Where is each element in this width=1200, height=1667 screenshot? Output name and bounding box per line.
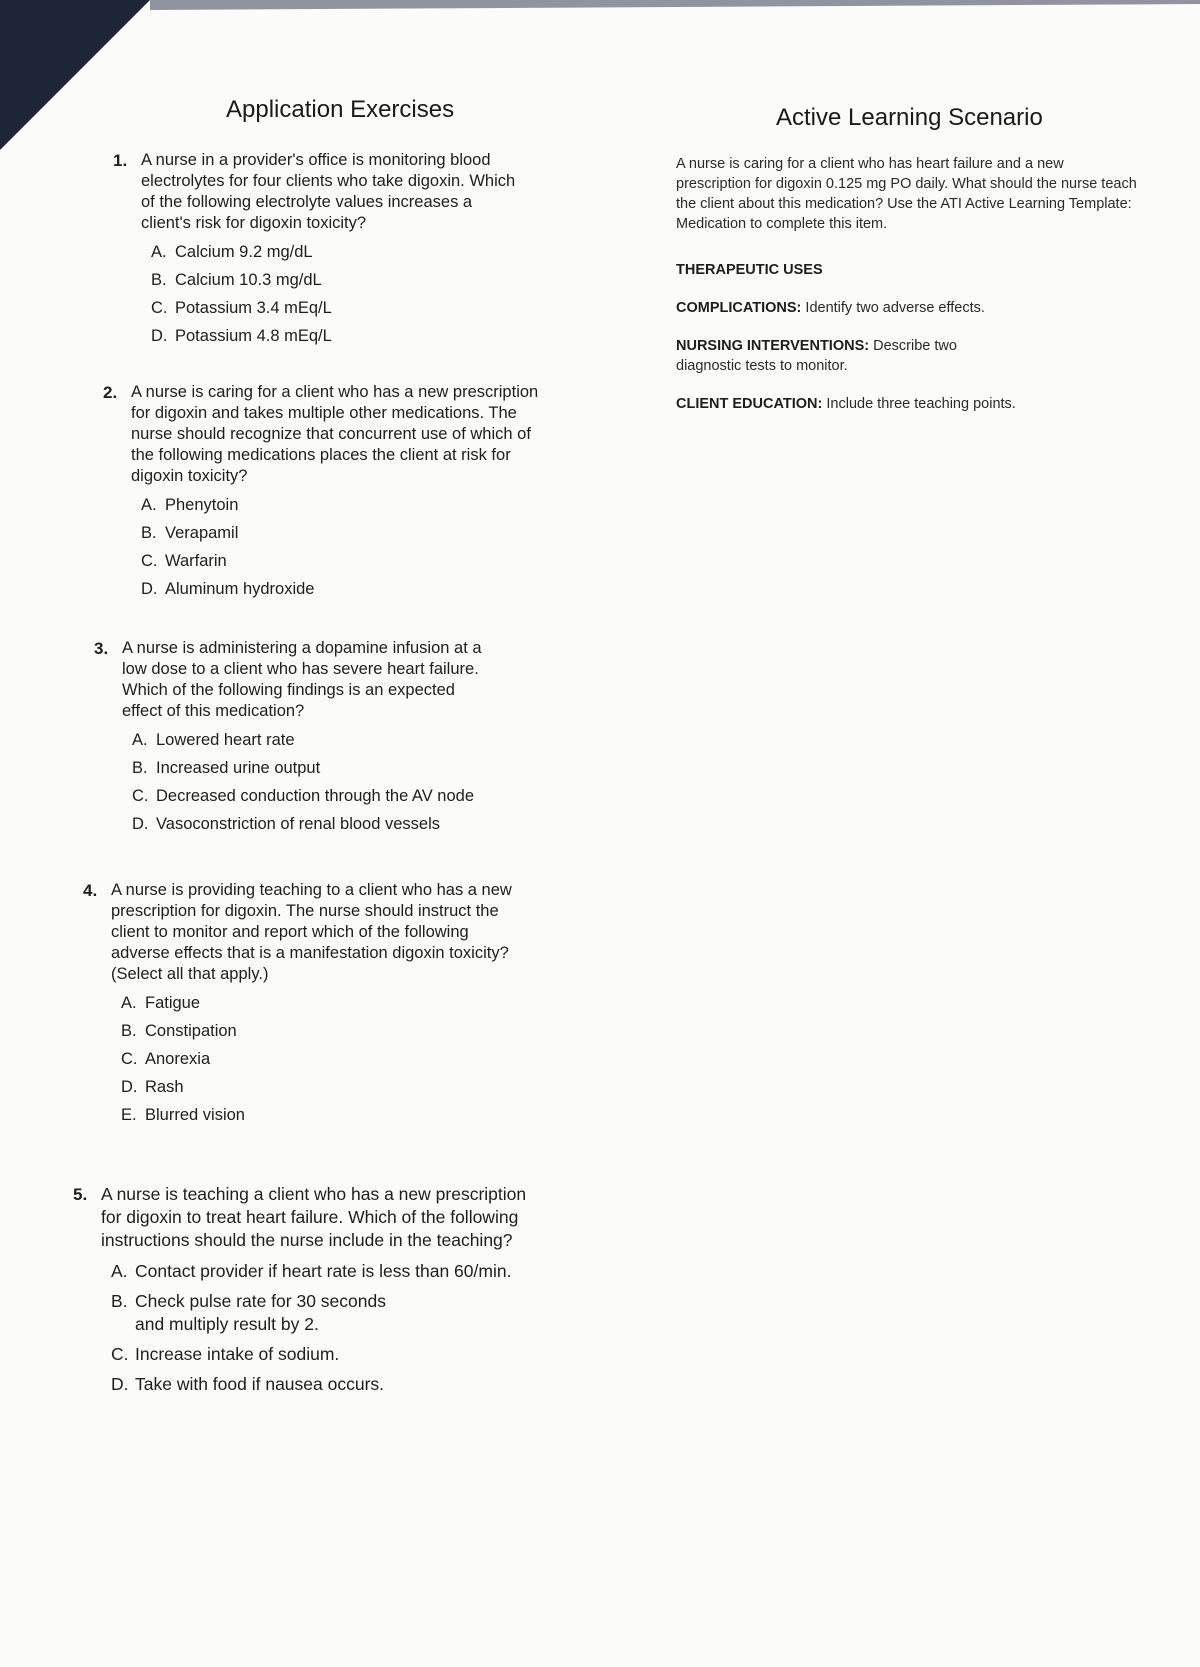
question-stem: A nurse is teaching a client who has a new prescription for digoxin to treat heart failure. Which of the following instructions should the nurse include in the teaching?: [101, 1184, 527, 1250]
answer-option[interactable]: B. Verapamil: [141, 524, 239, 542]
question-stem: A nurse in a provider's office is monitoring blood electrolytes for four clients who take digoxin. Which of the following electrolyte values increases a client's risk for digoxin toxicity?: [141, 151, 516, 232]
section-complications: COMPLICATIONS: Identify two adverse effects.: [676, 300, 985, 316]
answer-option[interactable]: B. Increased urine output: [132, 759, 321, 777]
answer-option[interactable]: D. Take with food if nausea occurs.: [111, 1374, 385, 1394]
scenario-intro: A nurse is caring for a client who has heart failure and a new prescription for digoxin 0.125 mg PO daily. What should the nurse teach the client about this medication? Use the ATI Active Learning Template: Medication to complete this item.: [676, 156, 1137, 232]
question-number: 1.: [113, 151, 128, 170]
question-stem: A nurse is providing teaching to a client who has a new prescription for digoxin. The nurse should instruct the client to monitor and report which of the following adverse effects that is a manifestation digoxin toxicity? (Select all that apply.): [111, 881, 512, 983]
answer-option[interactable]: D. Potassium 4.8 mEq/L: [151, 327, 332, 345]
answer-option[interactable]: C. Potassium 3.4 mEq/L: [151, 299, 332, 317]
question-2: [103, 382, 551, 607]
answer-option[interactable]: A. Calcium 9.2 mg/dL: [151, 243, 313, 261]
scenario-block: [676, 154, 1141, 424]
question-3: [94, 638, 492, 842]
application-exercises-title: Application Exercises: [226, 96, 455, 123]
answer-option[interactable]: D. Rash: [121, 1078, 184, 1096]
question-1: [113, 150, 521, 354]
question-4: [83, 880, 531, 1133]
section-client-education: CLIENT EDUCATION: Include three teaching points.: [676, 396, 1016, 412]
question-number: 3.: [94, 639, 109, 658]
answer-option[interactable]: C. Anorexia: [121, 1050, 211, 1068]
answer-option[interactable]: E. Blurred vision: [121, 1106, 245, 1124]
question-5: [73, 1183, 551, 1403]
question-number: 2.: [103, 383, 118, 402]
active-learning-scenario-title: Active Learning Scenario: [776, 104, 1043, 131]
answer-option[interactable]: A. Fatigue: [121, 994, 201, 1012]
question-number: 4.: [83, 881, 98, 900]
section-therapeutic-uses: THERAPEUTIC USES: [676, 262, 823, 278]
answer-option[interactable]: A. Contact provider if heart rate is less than 60/min.: [111, 1261, 512, 1281]
answer-option[interactable]: B. Constipation: [121, 1022, 237, 1040]
answer-option[interactable]: C. Increase intake of sodium.: [111, 1344, 340, 1364]
answer-option[interactable]: C. Decreased conduction through the AV node: [132, 787, 475, 805]
answer-option[interactable]: B. Check pulse rate for 30 seconds and multiply result by 2.: [111, 1291, 386, 1334]
question-stem: A nurse is administering a dopamine infusion at a low dose to a client who has severe heart failure. Which of the following findings is an expected effect of this medication?: [122, 639, 482, 720]
answer-option[interactable]: D. Vasoconstriction of renal blood vessels: [132, 815, 441, 833]
answer-option[interactable]: D. Aluminum hydroxide: [141, 580, 315, 598]
question-number: 5.: [73, 1185, 88, 1204]
answer-option[interactable]: A. Lowered heart rate: [132, 731, 295, 749]
section-nursing-interventions: NURSING INTERVENTIONS: Describe two diagnostic tests to monitor.: [676, 338, 957, 374]
answer-option[interactable]: C. Warfarin: [141, 552, 227, 570]
question-stem: A nurse is caring for a client who has a new prescription for digoxin and takes multiple other medications. The nurse should recognize that concurrent use of which of the following medications places the client at risk for digoxin toxicity?: [131, 383, 539, 485]
answer-option[interactable]: A. Phenytoin: [141, 496, 239, 514]
answer-option[interactable]: B. Calcium 10.3 mg/dL: [151, 271, 322, 289]
